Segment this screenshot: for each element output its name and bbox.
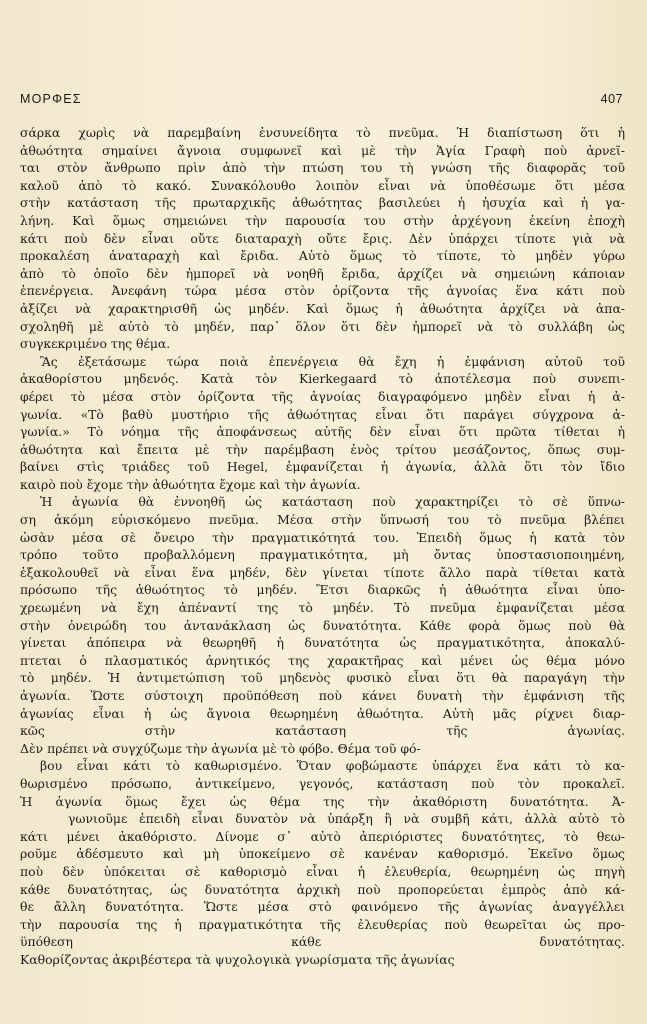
text-line: βου εἶναι κάτι τὸ καθωρισμένο. Ὅταν φοβώμαστε ὑπάρχει ἕνα κάτι τὸ κα- [40, 758, 625, 774]
text-line: ἀθωότητα καὶ ἔπειτα μὲ τὴν παρέμβαση ἑνὸς τρίτου μεσάζοντος, ὅπως συμ- [20, 441, 625, 457]
text-line: κῶς στὴν κατάσταση τῆς ἀγωνίας. [20, 723, 625, 739]
body-text [20, 124, 625, 986]
text-line: τρόπο τοῦτο προβαλλόμενη πραγματικότητα, μὴ ὄντας ὑποστασιοποιημένη, [20, 547, 625, 563]
text-line: τὸ μηδέν. Ἡ ἀντιμετώπιση τοῦ μηδενὸς φυσικὸ εἶναι ὅτι θὰ παραγάγη τὴν [20, 670, 625, 686]
text-line: ποὺ δὲν ὑπόκειται σὲ καθορισμὸ εἶναι ἡ ἐλευθερία, θεωρημένη ὡς πηγὴ [20, 863, 625, 879]
text-line: σάρκα χωρὶς νὰ παρεμβαίνη ἐνσυνείδητα τὸ πνεῦμα. Ἡ διαπίστωση ὅτι ἡ [20, 125, 625, 140]
text-line: πρόσωπο τῆς ἀθωότητος τὸ μηδέν. Ἔτσι διαρκῶς ἡ ἀθωότητα εἶναι ὑπο- [20, 582, 625, 598]
text-line: ἀθωότητα σημαίνει ἄγνοια συμφωνεῖ καὶ μὲ τὴν Ἁγία Γραφὴ ποὺ ἀρνεῖ- [20, 142, 625, 158]
text-line: ροῦμε ἀδέσμευτο καὶ μὴ ὑποκείμενο σὲ κανέναν καθορισμό. Ἐκεῖνο ὅμως [20, 846, 625, 862]
text-line: καιρὸ ποὺ ἔχομε τὴν ἀθωότητα ἔχομε καὶ τὴν ἀγωνία. [20, 476, 361, 492]
running-head: ΜΟΡΦΕΣ [20, 92, 82, 106]
text-line: φέρει τὸ μέσα στὸν ὁρίζοντα τῆς ἀγνοίας διαγραφόμενο μηδὲν εἶναι ἡ ἀ- [20, 388, 625, 404]
text-line: θωρισμένο πρόσωπο, ἀντικείμενο, γεγονός, κατάσταση ποὺ τὸν προκαλεῖ. [20, 775, 625, 791]
text-line: στὴν ὀνειρώδη του ἀντανάκλαση ὡς δυνατότητα. Κάθε φορὰ ὅμως ποὺ θὰ [20, 617, 625, 633]
text-line: γίνεται ἀπόπειρα νὰ θεωρηθῆ ἡ δυνατότητα ὡς πραγματικότητα, ἀποκαλύ- [20, 635, 625, 651]
text-line: κάτι ποὺ δὲν εἶναι οὔτε διαταραχὴ οὔτε ἔρις. Δὲν ὑπάρχει τίποτε γιὰ νὰ [20, 230, 625, 246]
text-line: στὴν κατάσταση τῆς πρωταρχικῆς ἀθωότητας βασιλεύει ἡ ἡσυχία καὶ ἡ γα- [20, 195, 625, 211]
text-line: κάθε δυνατότητας, ὡς δυνατότητα ἀρχικὴ ποὺ προπορεύεται ἐμπρὸς ἀπὸ κά- [20, 881, 625, 897]
text-line: χρεωμένη νὰ ἔχη ἀπέναντί της τὸ μηδέν. Τὸ πνεῦμα ἐμφανίζεται μέσα [20, 600, 625, 616]
text-line: ἀγωνίας εἶναι ἡ ὡς ἄγνοια θεωρημένη ἀθωότητα. Αὐτὴ μᾶς ρίχνει διαρ- [20, 705, 625, 721]
text-line: γωνιοῦμε ἐπειδὴ εἶναι δυνατὸν νὰ ὑπάρξη ἢ νὰ συμβῆ κάτι, ἀλλὰ αὐτὸ τὸ [68, 811, 625, 827]
text-line: ἐξακολουθεῖ νὰ εἶναι ἕνα μηδέν, δὲν γίνεται τίποτε ἄλλο παρὰ τίθεται κατὰ [20, 564, 625, 580]
text-line: καλοῦ ἀπὸ τὸ κακό. Συνακόλουθο λοιπὸν εἶναι νὰ ὑποθέσωμε ὅτι μέσα [20, 177, 625, 193]
text-line: πτεται ὁ πλασματικός ἀρνητικός της χαρακτῆρας καὶ μένει ὡς θέμα μόνο [20, 652, 625, 668]
text-line: γωνία. «Τὸ βαθὺ μυστήριο τῆς ἀθωότητας εἶναι ὅτι παράγει σύγχρονα ἀ- [20, 406, 625, 422]
text-line: προκαλέση ἀναταραχὴ καὶ ἔριδα. Αὐτὸ ὅμως τὸ τίποτε, τὸ μηδὲν γύρω [20, 248, 625, 264]
text-line: ται στὸν ἄνθρωπο πρὶν ἀπὸ τὴν πτώση του τὴ γνώση τῆς διαφορᾶς τοῦ [20, 160, 625, 176]
text-line: λήνη. Καὶ ὅμως σημειώνει τὴν παρουσία του στὴν ἀρχέγονη ἐκείνη ἐποχὴ [20, 212, 625, 228]
text-line: ἐπενέργεια. Ἀνεφάνη τώρα μέσα στὸν ὁρίζοντα τῆς ἀγνοίας ἕνα κάτι ποὺ [20, 283, 625, 299]
text-line: ἀκαθορίστου μηδενός. Κατὰ τὸν Kierkegaard τὸ ἀποτέλεσμα ποὺ συνεπι- [20, 371, 625, 387]
page-header [20, 92, 623, 110]
text-line: θε ἄλλη δυνατότητα. Ὥστε μέσα στὸ φαινόμενο τῆς ἀγωνίας ἀναγγέλλει [20, 899, 625, 915]
text-line: Ἡ ἀγωνία ὅμως ἔχει ὡς θέμα της τὴν ἀκαθόριστη δυνατότητα. Ἀ- [20, 793, 625, 809]
text-line: Ἡ ἀγωνία θὰ ἐννοηθῆ ὡς κατάσταση ποὺ χαρακτηρίζει τὸ σὲ ὕπνω- [40, 494, 625, 510]
text-line: ἀγωνία. Ὥστε σύστοιχη προϋπόθεση ποὺ κάνει δυνατὴ τὴν ἐμφάνιση τῆς [20, 688, 625, 703]
text-line: συγκεκριμένο της θέμα. [20, 336, 171, 352]
text-line: ϋπόθεση κάθε δυνατότητας. [20, 934, 625, 950]
text-line: κάτι μένει ἀκαθόριστο. Δίνομε σ᾽ αὐτὸ ἀπεριόριστες δυνατότητες, τὸ θεω- [20, 828, 625, 844]
text-line: τὴν παρουσία της ἡ πραγματικότητα τῆς ἐλευθερίας ποὺ θεωρεῖται ὡς προ- [20, 916, 625, 932]
text-line [20, 969, 625, 987]
text-line: ση ἀκόμη εὑρισκόμενο πνεῦμα. Μέσα στὴν ὕπνωσή του τὸ πνεῦμα βλέπει [20, 512, 625, 528]
text-line: Καθορίζοντας ἀκριβέστερα τὰ ψυχολογικὰ γνωρίσματα τῆς ἀγωνίας [20, 951, 455, 967]
text-line: ἀπὸ τὸ ὁποῖο δὲν ἠμπορεῖ νὰ νοηθῆ ἔριδα, ἀρχίζει νὰ σημειώνη κάποιαν [20, 265, 625, 281]
text-line: Ἂς ἐξετάσωμε τώρα ποιὰ ἐπενέργεια θὰ ἔχη ἡ ἐμφάνιση αὐτοῦ τοῦ [40, 353, 625, 369]
text-line: σχοληθῆ μὲ αὐτὸ τὸ μηδέν, παρ᾽ ὅλον ὅτι δὲν ἠμπορεῖ νὰ τὸ συλλάβη ὡς [20, 318, 625, 334]
text-line: γωνία.» Τὸ νόημα τῆς ἀποφάνσεως αὐτῆς δὲν εἶναι ὅτι πρῶτα τίθεται ἡ [20, 424, 625, 440]
text-line: ἀξίζει νὰ χαρακτηρισθῆ ὡς μηδέν. Καὶ ὅμως ἡ ἀθωότητα ἀρχίζει νὰ ἀπα- [20, 300, 625, 316]
text-line: βαίνει στὶς τριάδες τοῦ Hegel, ἐμφανίζεται ἡ ἀγωνία, ἀλλὰ ὅτι τὸν ἴδιο [20, 459, 625, 475]
text-line: ὡσὰν μέσα σὲ ὄνειρο τὴν πραγματικότητά του. Ἐπειδὴ ὅμως ἡ κατὰ τὸν [20, 529, 625, 545]
text-line: Δὲν πρέπει νὰ συγχύζωμε τὴν ἀγωνία μὲ τὸ φόβο. Θέμα τοῦ φό- [20, 740, 421, 756]
page-number: 407 [600, 92, 623, 106]
